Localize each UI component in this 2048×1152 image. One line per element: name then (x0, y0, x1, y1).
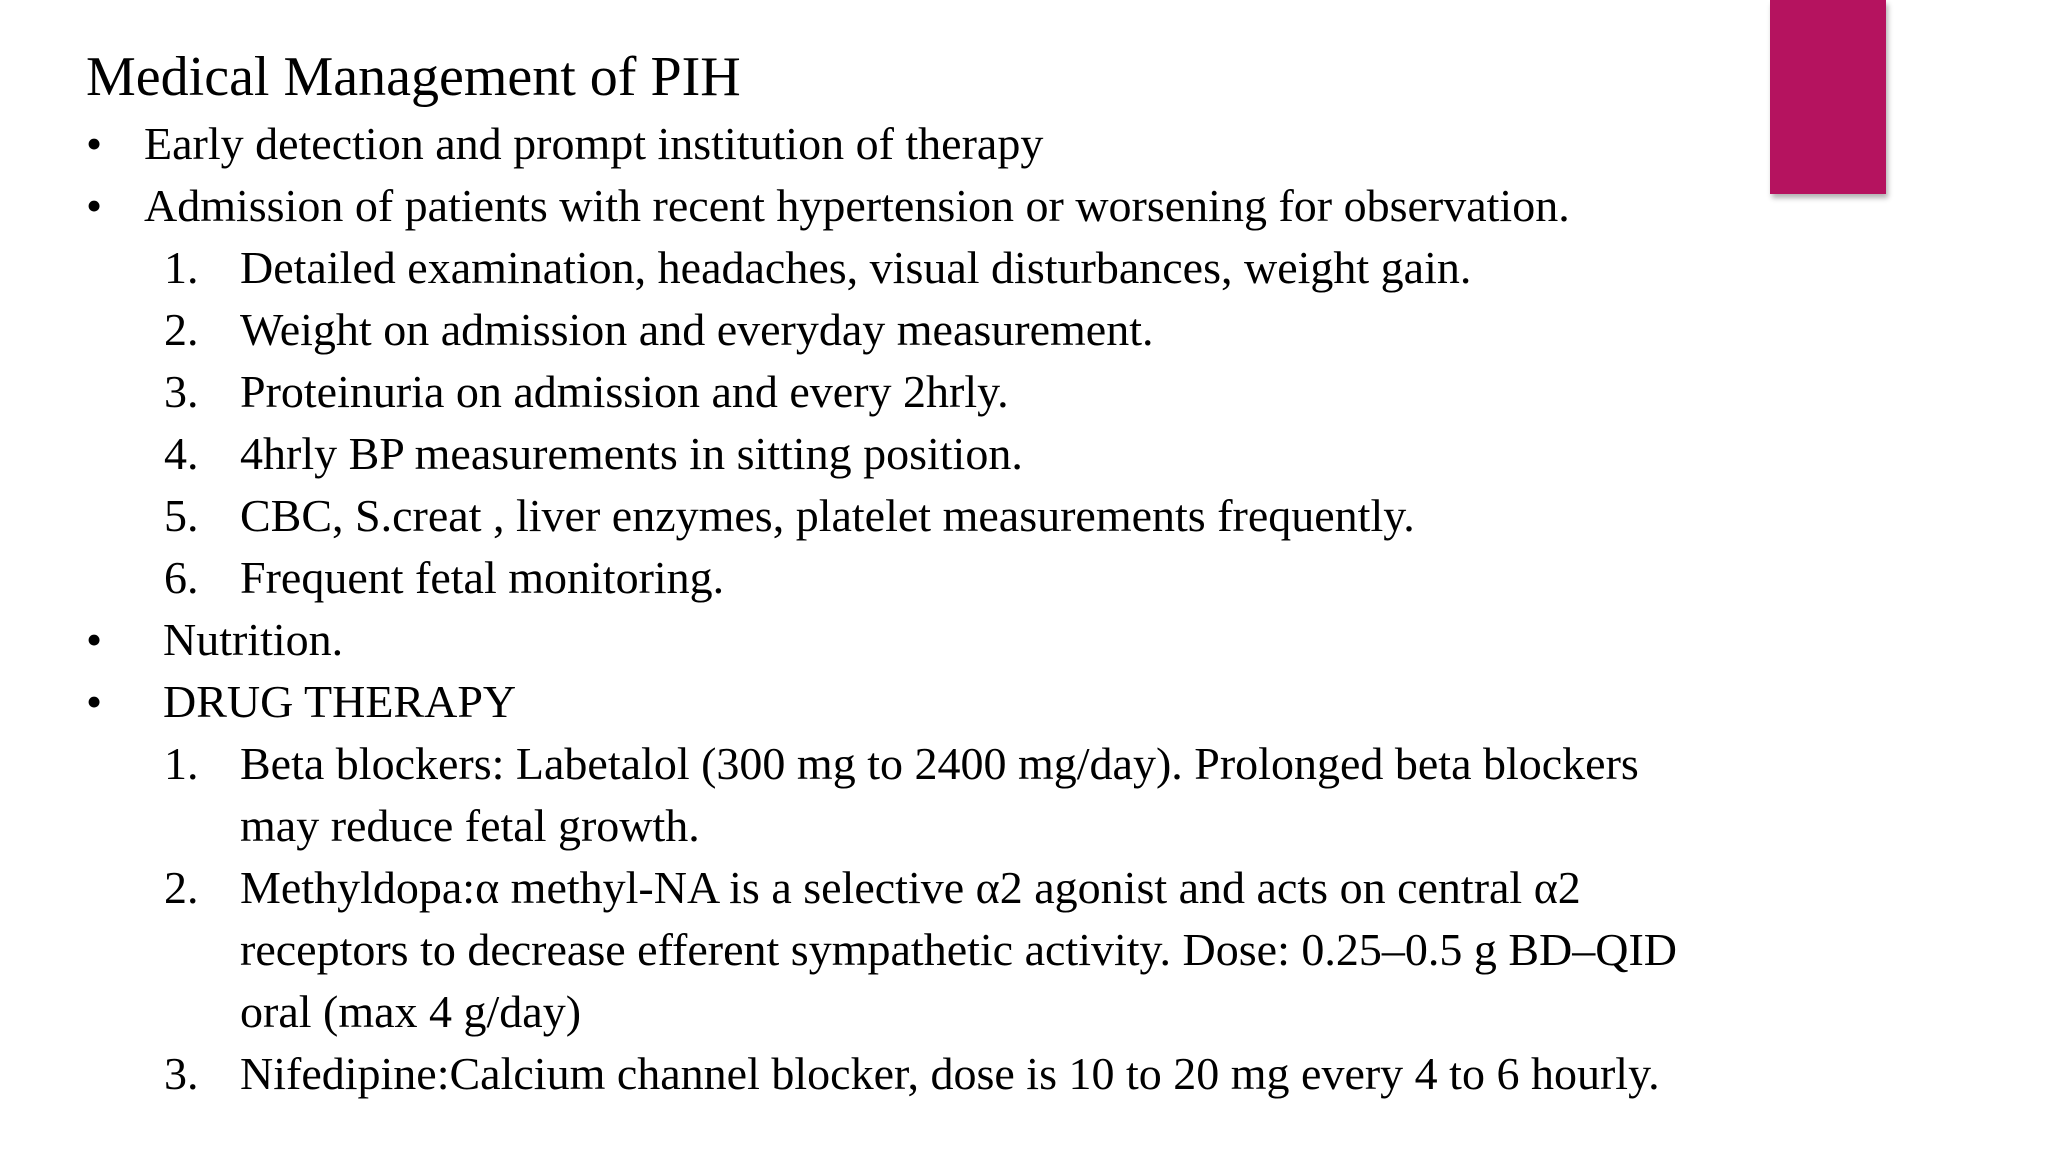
step-text: CBC, S.creat , liver enzymes, platelet measurements frequently. (240, 490, 1415, 541)
bullet-text: Nutrition. (163, 614, 344, 665)
bullet-icon: • (86, 118, 103, 169)
slide-title: Medical Management of PIH (86, 46, 741, 108)
drug-item-2 (86, 857, 1946, 919)
step-text: Detailed examination, headaches, visual disturbances, weight gain. (240, 242, 1472, 293)
bullet-text: Early detection and prompt institution of therapy (144, 118, 1044, 169)
drug-item-1 (86, 733, 1946, 795)
step-text: Frequent fetal monitoring. (240, 552, 725, 603)
bullet-item-drug-therapy (86, 671, 1946, 733)
bullet-item-nutrition (86, 609, 1946, 671)
admission-step-1 (86, 237, 1946, 299)
drug-text: Beta blockers: Labetalol (300 mg to 2400 mg/day). Prolonged beta blockers (240, 738, 1639, 789)
admission-step-2 (86, 299, 1946, 361)
drug-text: oral (max 4 g/day) (240, 986, 582, 1037)
bullet-text: Admission of patients with recent hypertension or worsening for observation. (144, 180, 1570, 231)
drug-item-2-continuation (86, 919, 1946, 981)
bullet-item-admission (86, 175, 1946, 237)
slide-content (86, 113, 1946, 1105)
drug-text: Nifedipine:Calcium channel blocker, dose is 10 to 20 mg every 4 to 6 hourly. (240, 1048, 1660, 1099)
admission-step-5 (86, 485, 1946, 547)
drug-item-1-continuation (86, 795, 1946, 857)
bullet-text: DRUG THERAPY (163, 676, 517, 727)
admission-step-6 (86, 547, 1946, 609)
drug-text: Methyldopa:α methyl-NA is a selective α2 agonist and acts on central α2 (240, 862, 1581, 913)
drug-text: receptors to decrease efferent sympathetic activity. Dose: 0.25–0.5 g BD–QID (240, 924, 1678, 975)
step-text: 4hrly BP measurements in sitting position. (240, 428, 1023, 479)
drug-text: may reduce fetal growth. (240, 800, 700, 851)
bullet-icon: • (86, 614, 103, 665)
drug-item-2-continuation (86, 981, 1946, 1043)
bullet-icon: • (86, 180, 103, 231)
step-number: 1. (164, 242, 199, 293)
admission-step-4 (86, 423, 1946, 485)
drug-number: 3. (164, 1048, 199, 1099)
step-number: 5. (164, 490, 199, 541)
drug-number: 1. (164, 738, 199, 789)
step-number: 6. (164, 552, 199, 603)
drug-number: 2. (164, 862, 199, 913)
bullet-icon: • (86, 676, 103, 727)
step-number: 2. (164, 304, 199, 355)
step-number: 3. (164, 366, 199, 417)
admission-step-3 (86, 361, 1946, 423)
drug-item-3 (86, 1043, 1946, 1105)
step-text: Proteinuria on admission and every 2hrly. (240, 366, 1009, 417)
step-number: 4. (164, 428, 199, 479)
bullet-item-early-detection (86, 113, 1946, 175)
step-text: Weight on admission and everyday measurement. (240, 304, 1154, 355)
